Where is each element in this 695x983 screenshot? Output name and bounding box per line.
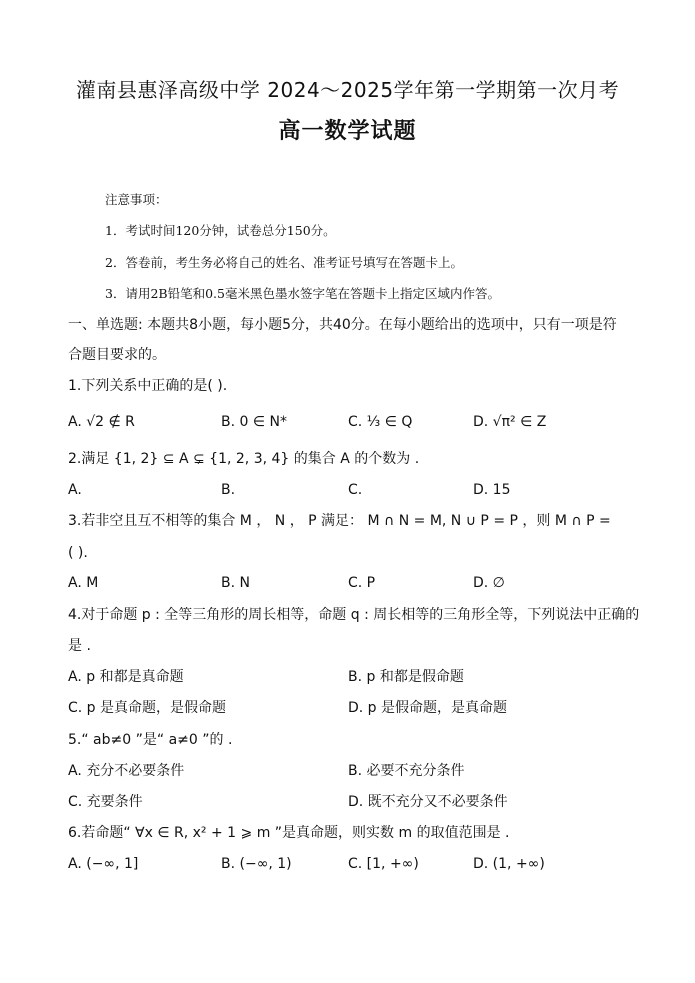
- question-1-option-d: D. √π² ∈ Z: [473, 414, 547, 430]
- notice-item-3: 3．请用2B铅笔和0.5毫米黑色墨水签字笔在答题卡上指定区域内作答。: [105, 286, 500, 301]
- section-heading-line-1: 一、单选题: 本题共8小题，每小题5分，共40分。在每小题给出的选项中，只有一项是符: [68, 317, 617, 333]
- question-4-stem-line-1: 4.对于命题 p : 全等三角形的周长相等，命题 q : 周长相等的三角形全等，下列说法中正确的: [68, 607, 640, 623]
- question-3-stem-line-2: ( ).: [68, 545, 88, 561]
- question-1-option-a: A. √2 ∉ R: [68, 414, 135, 430]
- exam-subject-title: 高一数学试题: [278, 119, 417, 144]
- question-3-option-b: B. N: [221, 575, 250, 591]
- question-5-stem: 5.“ ab≠0 ”是“ a≠0 ”的 .: [68, 732, 233, 748]
- question-6-stem: 6.若命题“ ∀x ∈ R, x² + 1 ⩾ m ”是真命题，则实数 m 的取值范围是 .: [68, 825, 510, 841]
- notice-item-1: 1．考试时间120分钟，试卷总分150分。: [105, 223, 336, 238]
- question-2-option-a: A.: [68, 482, 82, 498]
- question-1-option-b: B. 0 ∈ N*: [221, 414, 287, 430]
- question-5-option-b: B. 必要不充分条件: [348, 763, 465, 779]
- question-4-option-d: D. p 是假命题，是真命题: [348, 700, 508, 716]
- question-3-option-c: C. P: [348, 575, 376, 591]
- question-6-option-d: D. (1, +∞): [473, 856, 545, 872]
- section-heading-line-2: 合题目要求的。: [68, 347, 166, 363]
- question-4-option-c: C. p 是真命题，是假命题: [68, 700, 227, 716]
- question-6-option-a: A. (−∞, 1]: [68, 856, 139, 872]
- question-5-option-a: A. 充分不必要条件: [68, 763, 185, 779]
- question-2-option-c: C.: [348, 482, 363, 498]
- question-2-option-d: D. 15: [473, 482, 511, 498]
- question-1-option-c: C. ⅓ ∈ Q: [348, 414, 413, 430]
- question-2-option-b: B.: [221, 482, 236, 498]
- question-5-option-c: C. 充要条件: [68, 794, 143, 810]
- question-3-option-a: A. M: [68, 575, 99, 591]
- question-1-stem: 1.下列关系中正确的是( ).: [68, 378, 228, 394]
- question-6-option-b: B. (−∞, 1): [221, 856, 292, 872]
- question-3-option-d: D. ∅: [473, 575, 505, 591]
- question-3-stem-line-1: 3.若非空且互不相等的集合 M ， N ， P 满足： M ∩ N = M, N ∪ P = P ，则 M ∩ P =: [68, 513, 611, 529]
- question-6-option-c: C. [1, +∞): [348, 856, 419, 872]
- notice-heading: 注意事项：: [105, 192, 168, 207]
- question-4-option-b: B. p 和都是假命题: [348, 669, 464, 685]
- notice-item-2: 2．答卷前，考生务必将自己的姓名、准考证号填写在答题卡上。: [105, 255, 463, 270]
- question-5-option-d: D. 既不充分又不必要条件: [348, 794, 508, 810]
- exam-title: 灌南县惠泽高级中学 2024～2025学年第一学期第一次月考: [75, 78, 620, 102]
- question-4-stem-line-2: 是 .: [68, 638, 91, 654]
- question-2-stem: 2.满足 {1, 2} ⊆ A ⊊ {1, 2, 3, 4} 的集合 A 的个数为 .: [68, 451, 420, 467]
- question-4-option-a: A. p 和都是真命题: [68, 669, 184, 685]
